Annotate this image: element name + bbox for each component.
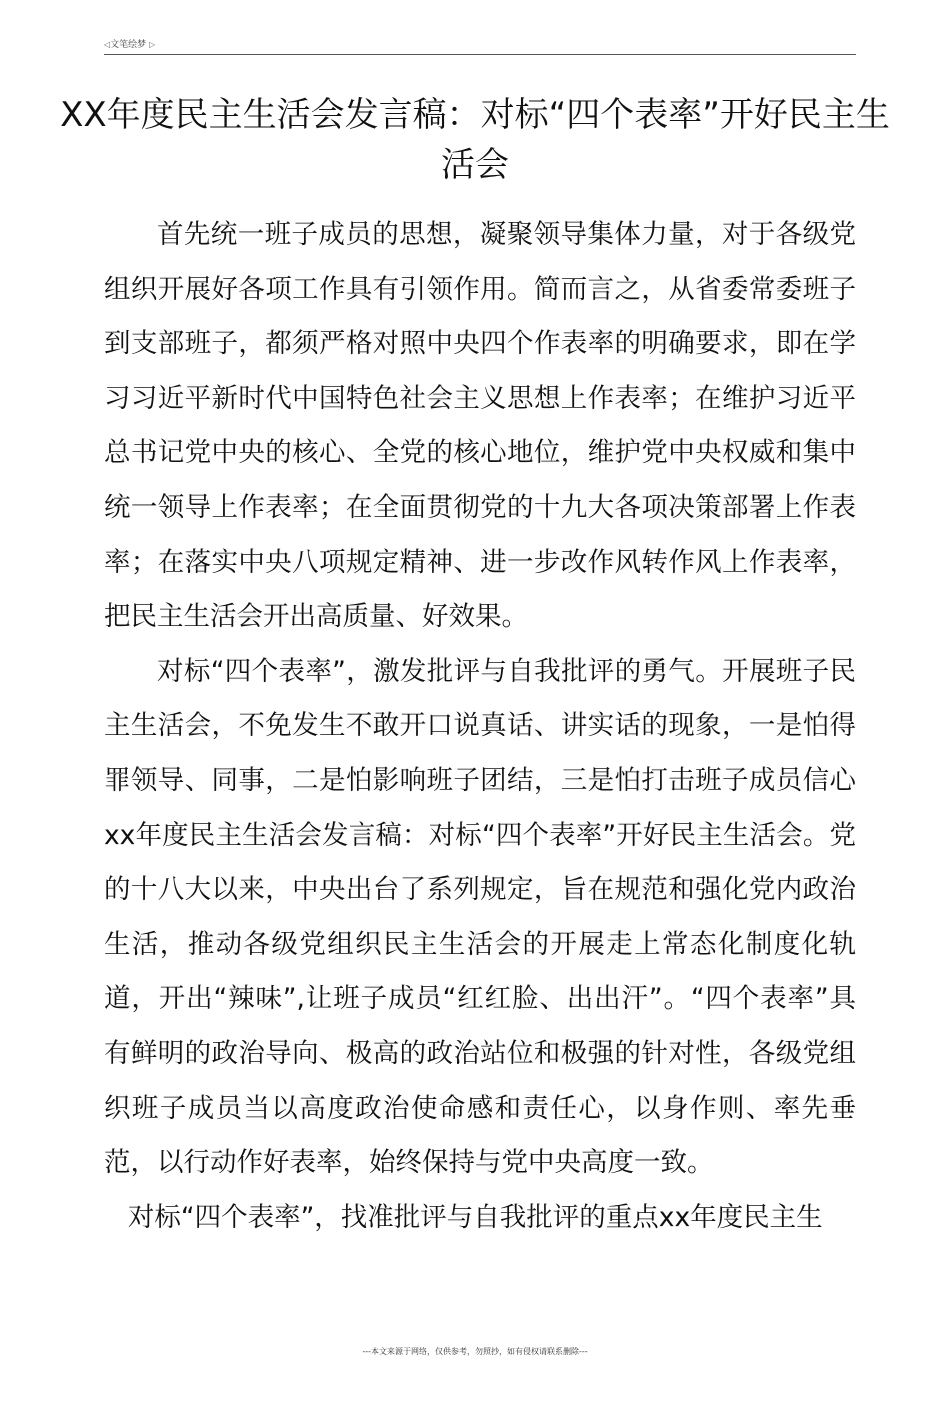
paragraph-1: 首先统一班子成员的思想，凝聚领导集体力量，对于各级党组织开展好各项工作具有引领作用。简而言之，从省委常委班子到支部班子，都须严格对照中央四个作表率的明确要求，即在学习习近平新时代中国特色社会主义思想上作表率；在维护习近平总书记党中央的核心、全党的核心地位，维护党中央权威和集中统一领导上作表率；在全面贯彻党的十九大各项决策部署上作表率；在落实中央八项规定精神、进一步改作风转作风上作表率，把民主生活会开出高质量、好效果。	[104, 219, 856, 633]
triangle-left-icon: ◁	[104, 40, 111, 49]
paragraph-3: 对标“四个表率”，找准批评与自我批评的重点xx年度民主生	[127, 1201, 823, 1233]
header-brand-text: 文笔绘梦	[110, 40, 147, 50]
document-body	[104, 208, 856, 1245]
header-brand	[104, 38, 155, 52]
page-footer: ---本文来源于网络，仅供参考，勿照抄，如有侵权请联系删除---	[362, 1347, 588, 1356]
paragraph-2: 对标“四个表率”，激发批评与自我批评的勇气。开展班子民主生活会，不免发生不敢开口说真话、讲实话的现象，一是怕得罪领导、同事，二是怕影响班子团结，三是怕打击班子成员信心xx年度民主生活会发言稿：对标“四个表率”开好民主生活会。党的十八大以来，中央出台了系列规定，旨在规范和强化党内政治生活，推动各级党组织民主生活会的开展走上常态化制度化轨道，开出“辣味”,让班子成员“红红脸、出出汗”。“四个表率”具有鲜明的政治导向、极高的政治站位和极强的针对性，各级党组织班子成员当以高度政治使命感和责任心，以身作则、率先垂范，以行动作好表率，始终保持与党中央高度一致。	[104, 655, 856, 1179]
page-header	[104, 38, 856, 55]
document-title: XX年度民主生活会发言稿：对标“四个表率”开好民主生活会	[60, 95, 890, 185]
triangle-right-icon: ▷	[149, 40, 156, 49]
